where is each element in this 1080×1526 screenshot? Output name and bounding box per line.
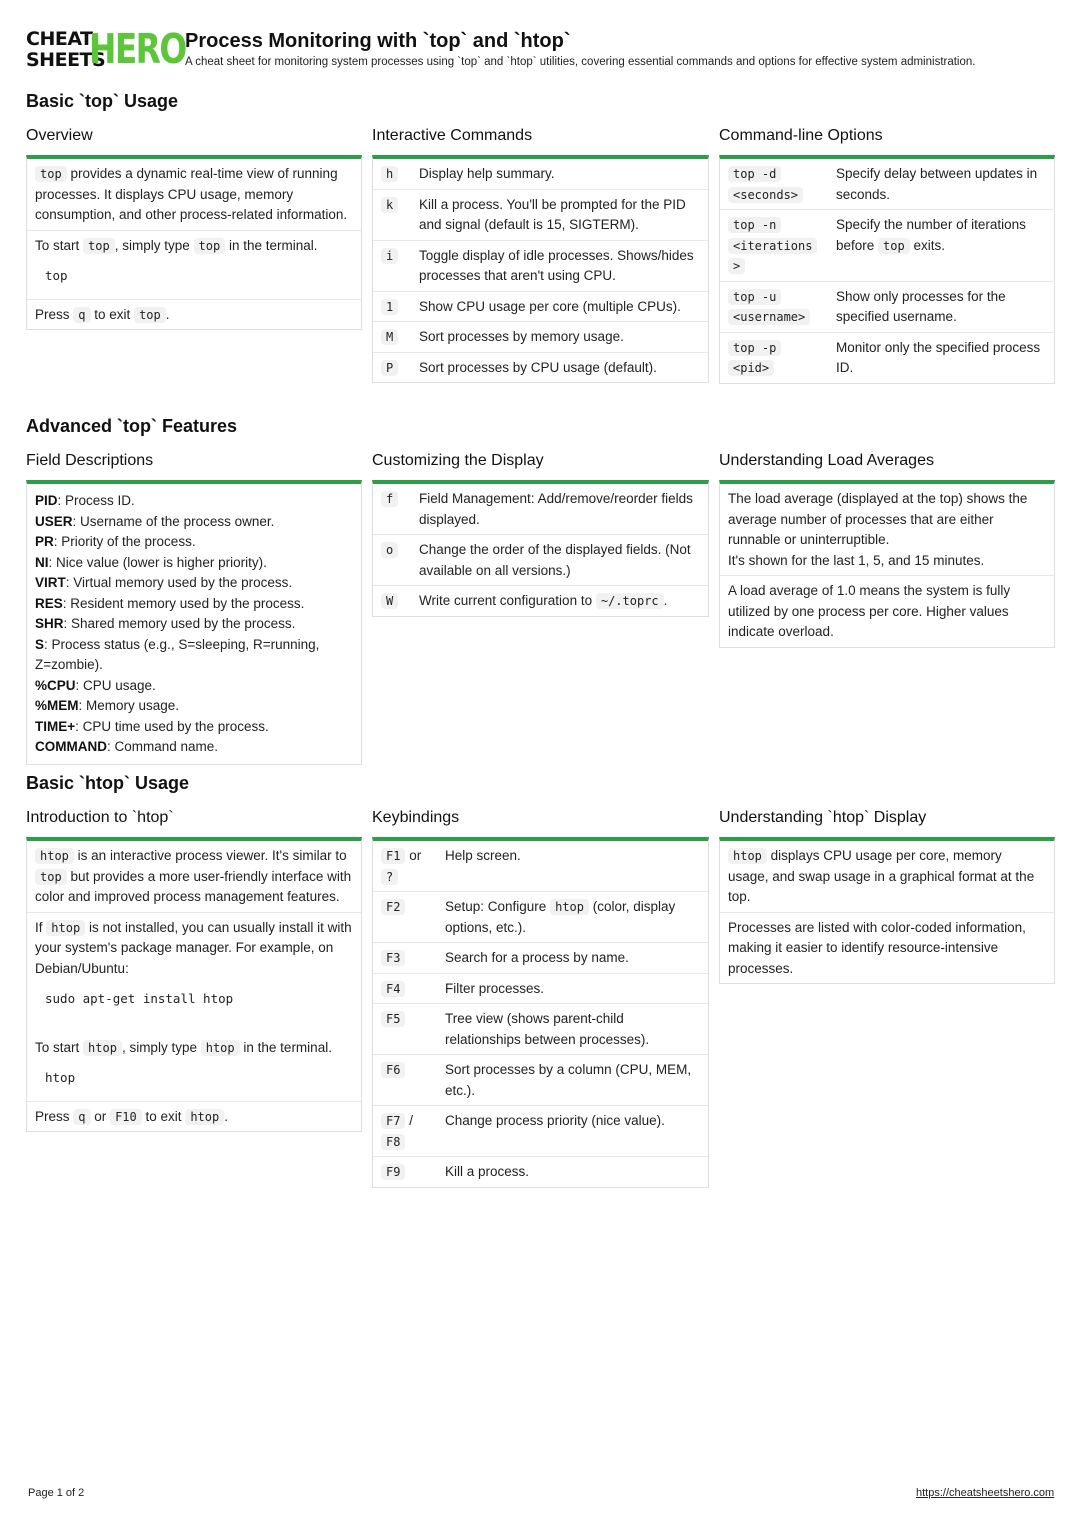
inline-code: top (134, 307, 166, 323)
option-code: top -u (728, 289, 781, 305)
option-code: top -d (728, 166, 781, 182)
page-subtitle: A cheat sheet for monitoring system processes using `top` and `htop` utilities, covering essential commands and options for effective system administration. (185, 56, 976, 68)
inline-code: q (73, 1109, 90, 1125)
field-item: PR: Priority of the process. (35, 534, 196, 549)
overview-paragraph-1: top provides a dynamic real-time view of running processes. It displays CPU usage, memory consumption, and other process-related information. (27, 159, 361, 231)
code-block: sudo apt-get install htop (45, 991, 234, 1006)
site-link[interactable]: https://cheatsheetshero.com (916, 1487, 1055, 1499)
intro-paragraph-1: htop is an interactive process viewer. It's similar to top but provides a more user-friendly interface with color and improved process management features. (27, 841, 361, 913)
command-row: i Toggle display of idle processes. Shows/hides processes that aren't using CPU. (373, 241, 708, 292)
key-code: ? (381, 869, 398, 885)
field-item: NI: Nice value (lower is higher priority). (35, 554, 267, 570)
key-code: F2 (381, 899, 405, 915)
inline-code: F10 (110, 1109, 142, 1125)
inline-code: htop (201, 1040, 240, 1056)
key-code: P (381, 360, 398, 376)
key-code: o (381, 542, 398, 558)
keybinding-row: F2 Setup: Configure htop (color, display options, etc.). (373, 892, 708, 943)
command-row: h Display help summary. (373, 159, 708, 190)
card-intro-htop (26, 837, 362, 1132)
inline-code: top (194, 238, 226, 254)
card-title-fields: Field Descriptions (26, 452, 154, 469)
inline-code: top (35, 166, 67, 182)
field-item: USER: Username of the process owner. (35, 513, 275, 529)
inline-code: top (83, 238, 115, 254)
key-code: k (381, 197, 398, 213)
key-code: 1 (381, 299, 398, 315)
load-paragraph-1: The load average (displayed at the top) shows the average number of processes that are either runnable or uninterruptible. It's shown for the last 1, 5, and 15 minutes. (720, 484, 1054, 576)
htop-display-paragraph-1: htop displays CPU usage per core, memory usage, and swap usage in a graphical format at the top. (720, 841, 1054, 913)
card-title-cmdline: Command-line Options (719, 127, 883, 144)
card-keybindings (372, 837, 709, 1188)
option-code: <seconds> (728, 187, 803, 203)
keybinding-row: F9 Kill a process. (373, 1157, 708, 1187)
card-title-overview: Overview (26, 127, 93, 144)
section-title-basic-htop: Basic `htop` Usage (26, 773, 190, 793)
option-row: top -u <username> Show only processes for the specified username. (720, 282, 1054, 333)
option-code: top -p (728, 340, 781, 356)
command-row: o Change the order of the displayed fields. (Not available on all versions.) (373, 535, 708, 586)
inline-code: htop (83, 1040, 122, 1056)
card-field-descriptions (26, 480, 362, 765)
card-customizing-display (372, 480, 709, 617)
page-title: Process Monitoring with `top` and `htop` (185, 30, 571, 52)
command-row: M Sort processes by memory usage. (373, 322, 708, 353)
key-code: M (381, 329, 398, 345)
inline-code: q (73, 307, 90, 323)
code-block: htop (45, 1070, 76, 1085)
option-row: top -d <seconds> Specify delay between updates in seconds. (720, 159, 1054, 210)
keybinding-row: F3 Search for a process by name. (373, 943, 708, 974)
code-block: top (45, 268, 68, 283)
cheatsheetshero-logo[interactable] (26, 25, 186, 73)
htop-display-paragraph-2: Processes are listed with color-coded information, making it easier to identify resource-intensive processes. (728, 919, 1026, 976)
card-title-customizing: Customizing the Display (372, 452, 544, 469)
load-paragraph-2: A load average of 1.0 means the system is fully utilized by one process per core. Higher values indicate overload. (728, 583, 1011, 639)
logo-hero-text: HERO (89, 25, 186, 73)
inline-code: htop (550, 899, 589, 915)
option-row: top -p <pid> Monitor only the specified process ID. (720, 333, 1054, 383)
page-header (26, 25, 1056, 73)
key-code: i (381, 248, 398, 264)
field-item: RES: Resident memory used by the process. (35, 595, 305, 611)
card-title-intro-htop: Introduction to `htop` (26, 809, 174, 826)
command-row: 1 Show CPU usage per core (multiple CPUs). (373, 292, 708, 323)
key-code: F9 (381, 1164, 405, 1180)
key-code: F1 (381, 848, 405, 864)
command-row: P Sort processes by CPU usage (default). (373, 353, 708, 383)
field-item: %CPU: CPU usage. (35, 677, 156, 693)
command-row: f Field Management: Add/remove/reorder fields displayed. (373, 484, 708, 535)
field-item: TIME+: CPU time used by the process. (35, 718, 269, 734)
card-htop-display (719, 837, 1055, 984)
field-item: S: Process status (e.g., S=sleeping, R=running, Z=zombie). (35, 636, 320, 672)
intro-paragraph-4: Press q or F10 to exit htop . (35, 1108, 228, 1124)
page-number: Page 1 of 2 (28, 1487, 85, 1499)
field-item: PID: Process ID. (35, 493, 135, 508)
overview-paragraph-3: Press q to exit top . (35, 306, 170, 322)
inline-code: htop (46, 920, 85, 936)
logo-sheets-text: SHEETS (26, 49, 106, 71)
option-code: <username> (728, 309, 810, 325)
keybinding-row: F7 / F8 Change process priority (nice value). (373, 1106, 708, 1157)
key-code: f (381, 491, 398, 507)
option-code: top -n (728, 217, 781, 233)
field-item: %MEM: Memory usage. (35, 698, 180, 713)
card-interactive-commands (372, 155, 709, 383)
card-load-averages (719, 480, 1055, 648)
key-code: F5 (381, 1011, 405, 1027)
option-row: top -n <iterations > Specify the number of iterations before top exits. (720, 210, 1054, 282)
key-code: F8 (381, 1134, 405, 1150)
keybinding-row: F1 or ? Help screen. (373, 841, 708, 892)
card-title-load: Understanding Load Averages (719, 452, 934, 469)
field-item: SHR: Shared memory used by the process. (35, 616, 296, 631)
section-title-advanced-top: Advanced `top` Features (26, 416, 238, 436)
field-item: COMMAND: Command name. (35, 739, 219, 754)
field-list (27, 484, 361, 764)
key-code: F7 (381, 1113, 405, 1129)
intro-paragraph-2: If htop is not installed, you can usually install it with your system's package manager. For example, on Debian/Ubuntu: sudo apt-get install htop To start htop , simply type htop in the terminal. htop (27, 913, 361, 1102)
field-item: VIRT: Virtual memory used by the process. (35, 575, 293, 590)
inline-code: top (878, 238, 910, 254)
overview-paragraph-2: To start top , simply type top in the terminal. top (27, 231, 361, 300)
inline-code: htop (185, 1109, 224, 1125)
key-code: F4 (381, 981, 405, 997)
inline-code: htop (728, 848, 767, 864)
card-title-keybindings: Keybindings (372, 809, 460, 826)
keybinding-row: F5 Tree view (shows parent-child relationships between processes). (373, 1004, 708, 1055)
key-code: F6 (381, 1062, 405, 1078)
card-overview (26, 155, 362, 330)
option-code: <pid> (728, 360, 774, 376)
key-code: F3 (381, 950, 405, 966)
keybinding-row: F4 Filter processes. (373, 974, 708, 1005)
key-code: W (381, 593, 398, 609)
command-row: k Kill a process. You'll be prompted for the PID and signal (default is 15, SIGTERM). (373, 190, 708, 241)
inline-code: ~/.toprc (596, 593, 664, 609)
option-code: > (728, 258, 745, 274)
logo-cheat-text: CHEAT (26, 28, 93, 50)
inline-code: top (35, 869, 67, 885)
card-cmdline-options (719, 155, 1055, 384)
key-code: h (381, 166, 398, 182)
option-code: <iterations (728, 238, 817, 254)
section-title-basic-top: Basic `top` Usage (26, 91, 179, 111)
card-title-interactive: Interactive Commands (372, 127, 533, 144)
card-title-htop-display: Understanding `htop` Display (719, 809, 927, 826)
inline-code: htop (35, 848, 74, 864)
command-row: W Write current configuration to ~/.toprc . (373, 586, 708, 616)
keybinding-row: F6 Sort processes by a column (CPU, MEM, etc.). (373, 1055, 708, 1106)
